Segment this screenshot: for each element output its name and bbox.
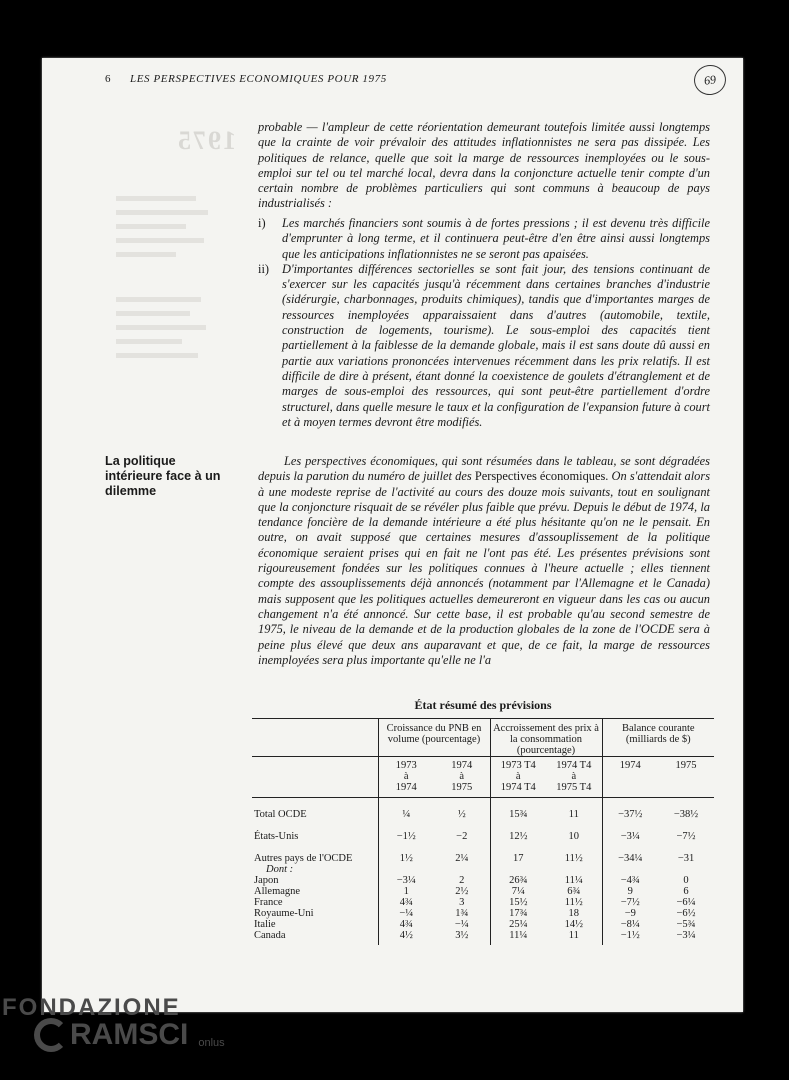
table-cell: 2 (459, 875, 465, 886)
table-cell: 26¾ (490, 875, 546, 886)
forecast-table (252, 718, 714, 945)
period-header: 1974 T4 à 1975 T4 (546, 757, 602, 798)
row-label: Italie (254, 919, 276, 930)
watermark-suffix: onlus (198, 1037, 225, 1049)
row-label: Allemagne (254, 886, 301, 897)
row-label: Autres pays de l'OCDE (254, 853, 353, 864)
table-cell: 1¾ (455, 908, 469, 919)
opening-paragraph: probable — l'ampleur de cette réorientation demeurant toutefois limitée aussi longtemps que la crainte de voir prévaloir des attitudes inflationnistes ne sera pas dissipée. Les politiques de relance, quelle que soit la marge de ressources inemployées ou le sous-emploi sur tel ou tel marché local, devra dans la conjoncture actuelle tenir compte d'un certain nombre de problèmes particuliers qui sont communs à beaucoup de pays industrialisés : (258, 120, 710, 211)
table-cell: −6¼ (676, 897, 696, 908)
table-cell: 9 (602, 886, 658, 897)
problem-list (258, 216, 710, 430)
table-cell: −4¾ (602, 875, 658, 886)
running-title: LES PERSPECTIVES ECONOMIQUES POUR 1975 (130, 73, 387, 85)
bleed-through-decoration: 1975 (116, 126, 236, 367)
table-cell: −2 (456, 831, 468, 842)
table-row (252, 831, 714, 842)
table-cell: 3½ (455, 930, 469, 941)
fondazione-gramsci-watermark (2, 994, 225, 1052)
table-cell: −6½ (676, 908, 696, 919)
table-cell: 11 (568, 930, 579, 941)
section-paragraph (258, 454, 710, 668)
table-cell: 6 (683, 886, 689, 897)
row-label: États-Unis (254, 831, 299, 842)
table-cell: 1½ (378, 853, 434, 864)
table-cell: 12½ (490, 831, 546, 842)
table-row (252, 875, 714, 886)
table-cell: 11¼ (490, 930, 546, 945)
publication-title: Perspectives économiques. (474, 469, 609, 484)
table-cell: 0 (683, 875, 689, 886)
dont-label: Dont : (266, 864, 294, 875)
watermark-g-logo-icon (34, 1018, 68, 1052)
row-label: Royaume-Uni (254, 908, 314, 919)
table-cell: 11¼ (564, 875, 583, 886)
paragraph-text-1: Les perspectives économiques, qui sont résumées dans le tableau, se sont dégradées depuis la parution du numéro de juillet des (258, 454, 710, 484)
period-header: 1975 (658, 757, 714, 798)
table-cell: 1 (378, 886, 434, 897)
gnp-growth-header: Croissance du PNB en volume (pourcentage) (378, 719, 490, 757)
table-cell: 14½ (564, 919, 583, 930)
table-row (252, 919, 714, 930)
table-cell: 4¾ (378, 919, 434, 930)
table-cell: −31 (677, 853, 695, 864)
list-item (258, 262, 710, 430)
row-label: Canada (254, 930, 286, 941)
table-row (252, 897, 714, 908)
table-cell: −38½ (673, 809, 699, 820)
watermark-line-1: FONDAZIONE (2, 994, 181, 1021)
table-cell: 4½ (378, 930, 434, 945)
period-header: 1974 à 1975 (434, 757, 490, 798)
table-cell: 11 (568, 809, 579, 820)
table-cell: −3¼ (602, 831, 658, 842)
table-cell: 15¾ (490, 809, 546, 820)
table-cell: −¼ (378, 908, 434, 919)
table-cell: −3¼ (378, 875, 434, 886)
section-heading: La politique intérieure face à un dilemme (105, 454, 221, 498)
page-number: 6 (105, 73, 111, 85)
row-label: Total OCDE (254, 809, 307, 820)
table-cell: ¼ (378, 809, 434, 820)
table-cell: 17¾ (490, 908, 546, 919)
table-cell: −1½ (378, 831, 434, 842)
table-cell: 25¼ (490, 919, 546, 930)
current-balance-header: Balance courante (milliards de $) (602, 719, 714, 757)
table-cell: −37½ (602, 809, 658, 820)
row-label: France (254, 897, 283, 908)
list-text: D'importantes différences sectorielles se sont fait jour, des tensions continuant de s'exercer sur les capacités jusqu'à récemment dans certaines branches d'industrie (sidérurgie, charbonnages, produits chimiques), tandis que d'importantes marges de ressources inemployées apparaissaient dans d'autres (automobile, textile, construction de logements, tourisme). Le sous-emploi des capacités tient partiellement à la faiblesse de la demande globale, mais il est sans doute dû aussi en partie aux variations prononcées intervenues récemment dans les prix relatifs. Il est difficile de dire à présent, étant donné la coexistence de goulets d'étranglement et de marges de sous-emploi des ressources, qui sont peut-être partiellement d'ordre structurel, dans quelle mesure le taux et la configuration de l'expansion future à court et à moyen termes devront être modifiés. (282, 261, 710, 429)
table-row (252, 853, 714, 864)
document-page (42, 58, 743, 1012)
list-text: Les marchés financiers sont soumis à de fortes pressions ; il est devenu très difficile d'emprunter à long terme, et il continuera peut-être d'en être ainsi aussi longtemps que les anticipations inflationnistes ne se seront pas apaisées. (282, 216, 710, 261)
table-cell: ½ (457, 809, 466, 820)
table-cell: 11½ (564, 853, 583, 864)
table-cell: −9 (602, 908, 658, 919)
watermark-line-2: RAMSCI (70, 1018, 189, 1051)
period-header: 1973 à 1974 (378, 757, 434, 798)
table-cell: −8¼ (602, 919, 658, 930)
table-cell: 2½ (455, 886, 469, 897)
table-cell: 4¾ (378, 897, 434, 908)
table-row (252, 930, 714, 945)
paragraph-text-2: On s'attendait alors à une modeste reprise de l'activité au cours des douze mois suivants, tout en soulignant que la conjoncture risquait de se révéler plus faible que prévu. Depuis le début de 1974, la tendance foncière de la demande intérieure a été plus hésitante qu'on ne le pensait. En outre, on avait supposé que certaines mesures d'assouplissement de la politique économique seraient prises qui en fait ne l'ont pas été. Les présentes prévisions sont rigoureusement fondées sur les politiques connues à l'heure actuelle ; elles tiennent compte des assouplissements déjà annoncés (notamment par l'Allemagne et le Canada) mais supposent que les politiques actuelles demeureront en vigueur dans les cas ou aucun changement n'a été annoncé. Sur cette base, il est probable qu'au second semestre de 1975, le niveau de la demande et de la production globales de la zone de l'OCDE sera à peine plus élevé que deux ans auparavant et que, de ce fait, la marge de ressources inemployées sera plus importante qu'elle ne l'a (258, 469, 711, 667)
table-cell: −1½ (602, 930, 658, 945)
table-row (252, 809, 714, 820)
table-row (252, 908, 714, 919)
table-cell: 10 (568, 831, 580, 842)
table-cell: 6¾ (567, 886, 581, 897)
list-marker: i) (258, 216, 266, 230)
table-title: État résumé des prévisions (414, 698, 552, 712)
period-header: 1973 T4 à 1974 T4 (490, 757, 546, 798)
table-cell: −¼ (454, 919, 469, 930)
table-cell: −7½ (676, 831, 696, 842)
period-header: 1974 (602, 757, 658, 798)
table-cell: 7¼ (490, 886, 546, 897)
table-cell: 2¼ (455, 853, 469, 864)
table-cell: 18 (568, 908, 580, 919)
archive-stamp: 69 (692, 63, 728, 97)
table-cell: −5¾ (676, 919, 696, 930)
table-cell: 15½ (490, 897, 546, 908)
row-label: Japon (254, 875, 279, 886)
table-cell: 11½ (564, 897, 583, 908)
table-cell: 3 (459, 897, 465, 908)
table-row (252, 886, 714, 897)
consumer-price-header: Accroissement des prix à la consommation (pourcentage) (490, 719, 602, 757)
table-cell: 17 (490, 853, 546, 864)
table-cell: −34¼ (602, 853, 658, 864)
list-item (258, 216, 710, 262)
list-marker: ii) (258, 261, 270, 276)
table-cell: −3¼ (676, 930, 696, 941)
table-cell: −7½ (602, 897, 658, 908)
